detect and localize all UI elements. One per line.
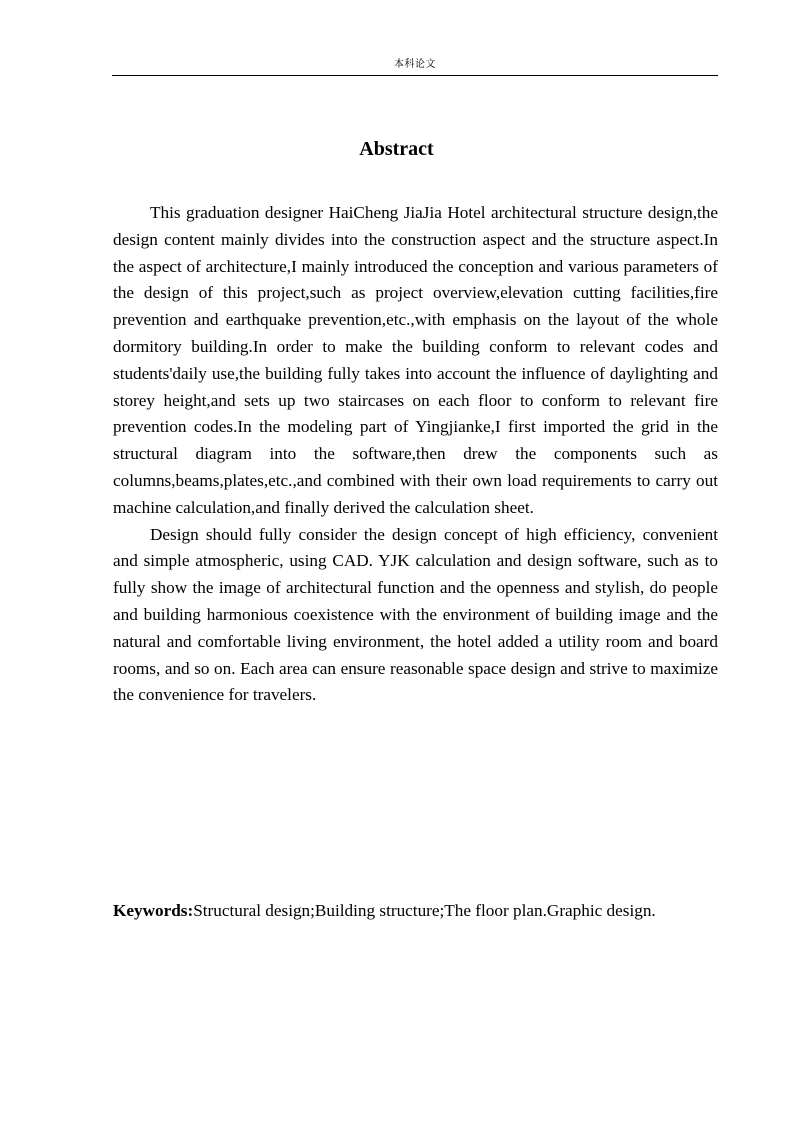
abstract-body bbox=[113, 200, 718, 709]
keywords-label: Keywords: bbox=[113, 901, 194, 920]
page-title: Abstract bbox=[359, 138, 434, 160]
keywords-text: Structural design;Building structure;The floor plan.Graphic design. bbox=[193, 901, 656, 920]
keywords-line bbox=[113, 898, 733, 924]
page-header bbox=[112, 54, 718, 76]
running-title: 本科论文 bbox=[394, 59, 436, 70]
abstract-paragraph-2: Design should fully consider the design concept of high efficiency, convenient and simple atmospheric, using CAD. YJK calculation and design software, such as to fully show the image of architectural function and the openness and stylish, do people and building harmonious coexistence with the environment of building image and the natural and comfortable living environment, the hotel added a utility room and board rooms, and so on. Each area can ensure reasonable space design and strive to maximize the convenience for travelers. bbox=[113, 524, 718, 705]
abstract-paragraph-1: This graduation designer HaiCheng JiaJia Hotel architectural structure design,the design content mainly divides into the construction aspect and the structure aspect.In the aspect of architecture,I mainly introduced the conception and various parameters of the design of this project,such as project overview,elevation cutting facilities,fire prevention and earthquake prevention,etc.,with emphasis on the layout of the whole dormitory building.In order to make the building conform to relevant codes and students'daily use,the building fully takes into account the influence of daylighting and storey height,and sets up two staircases on each floor to conform to relevant fire prevention codes.In the modeling part of Yingjianke,I first imported the grid in the structural diagram into the software,then drew the components such as columns,beams,plates,etc.,and combined with their own load requirements to carry out machine calculation,and finally derived the calculation sheet. bbox=[113, 203, 718, 517]
